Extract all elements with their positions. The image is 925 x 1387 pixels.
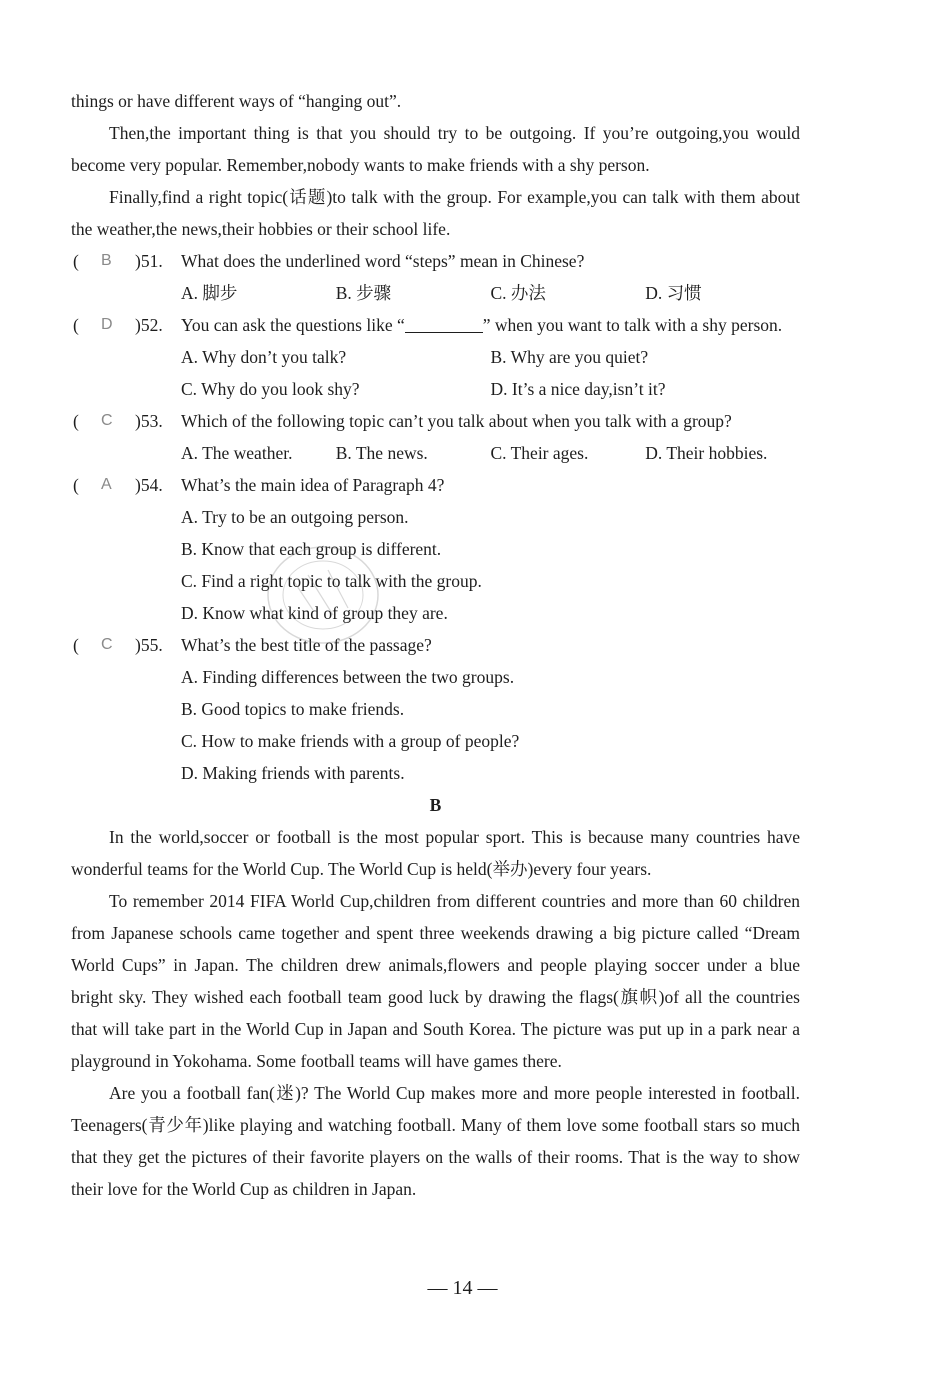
option-d: D. Know what kind of group they are. [181, 603, 448, 623]
option-c: C. Find a right topic to talk with the group. [181, 571, 482, 591]
question-55 [71, 629, 800, 661]
option-a: A. Finding differences between the two groups. [181, 667, 515, 687]
options-row [71, 277, 800, 309]
section-b-title: B [429, 795, 442, 815]
option-b: B. The news. [335, 443, 428, 463]
option-a: A. The weather. [181, 443, 293, 463]
bracket-open: ( [73, 475, 79, 495]
passage-a-line: things or have different ways of “hanging out”. [71, 91, 402, 111]
option-d: D. 习惯 [645, 283, 702, 303]
bracket-open: ( [73, 635, 79, 655]
question-text: What’s the best title of the passage? [181, 635, 432, 655]
passage-b-paragraph: Are you a football fan(迷)? The World Cup makes more and more people interested in football. Teenagers(青少年)like playing and watching football. Many of them love some football stars so much that they get the pictures of their favorite players on the walls of their rooms. That is the way to show their love for the World Cup as children in Japan. [71, 1083, 800, 1199]
option-c: C. How to make friends with a group of people? [181, 731, 520, 751]
option-c: C. Their ages. [490, 443, 589, 463]
option-a: A. Why don’t you talk? [181, 347, 347, 367]
answer-letter: A [101, 476, 112, 493]
options-row [71, 373, 800, 405]
question-text: What’s the main idea of Paragraph 4? [181, 475, 445, 495]
passage-a-paragraph: Finally,find a right topic(话题)to talk with the group. For example,you can talk with them about the weather,the news,their hobbies or their school life. [71, 187, 800, 239]
question-53 [71, 405, 800, 437]
option-b: B. 步骤 [335, 283, 392, 303]
bracket-open: ( [73, 251, 79, 271]
page-content [71, 85, 800, 1205]
answer-letter: C [101, 412, 113, 429]
question-text: What does the underlined word “steps” mean in Chinese? [181, 251, 585, 271]
question-number: )52. [135, 315, 163, 335]
question-number: )53. [135, 411, 163, 431]
option-b: B. Good topics to make friends. [181, 699, 405, 719]
question-number: )51. [135, 251, 163, 271]
question-52 [71, 309, 800, 341]
question-text: Which of the following topic can’t you talk about when you talk with a group? [181, 411, 732, 431]
question-51 [71, 245, 800, 277]
passage-a-paragraph: Then,the important thing is that you should try to be outgoing. If you’re outgoing,you would become very popular. Remember,nobody wants to make friends with a shy person. [71, 123, 800, 175]
options-row [71, 437, 800, 469]
passage-b-paragraph: In the world,soccer or football is the most popular sport. This is because many countries have wonderful teams for the World Cup. The World Cup is held(举办)every four years. [71, 827, 800, 879]
answer-letter: D [101, 316, 113, 333]
answer-letter: C [101, 636, 113, 653]
option-b: B. Why are you quiet? [490, 347, 649, 367]
question-text [181, 309, 800, 341]
question-number: )54. [135, 475, 163, 495]
option-d: D. It’s a nice day,isn’t it? [490, 379, 666, 399]
answer-letter: B [101, 252, 112, 269]
question-54 [71, 469, 800, 501]
passage-b-paragraph: To remember 2014 FIFA World Cup,children from different countries and more than 60 children from Japanese schools came together and spent three weekends drawing a big picture called “Dream World Cups” in Japan. The children drew animals,flowers and people playing soccer under a blue bright sky. They wished each football team good luck by drawing the flags(旗帜)of all the countries that will take part in the World Cup in Japan and South Korea. The picture was put up in a park near a playground in Yokohama. Some football teams will have games there. [71, 891, 800, 1071]
option-b: B. Know that each group is different. [181, 539, 442, 559]
option-d: D. Their hobbies. [645, 443, 768, 463]
answer-blank [405, 314, 483, 333]
option-c: C. 办法 [490, 283, 546, 303]
question-text-after: ” when you want to talk with a shy person. [482, 315, 783, 335]
options-row [71, 341, 800, 373]
question-text-before: You can ask the questions like “ [181, 315, 405, 335]
option-c: C. Why do you look shy? [181, 379, 360, 399]
page-number: — 14 — [427, 1277, 498, 1299]
bracket-open: ( [73, 411, 79, 431]
bracket-open: ( [73, 315, 79, 335]
question-number: )55. [135, 635, 163, 655]
option-d: D. Making friends with parents. [181, 763, 405, 783]
option-a: A. 脚步 [181, 283, 238, 303]
option-a: A. Try to be an outgoing person. [181, 507, 409, 527]
